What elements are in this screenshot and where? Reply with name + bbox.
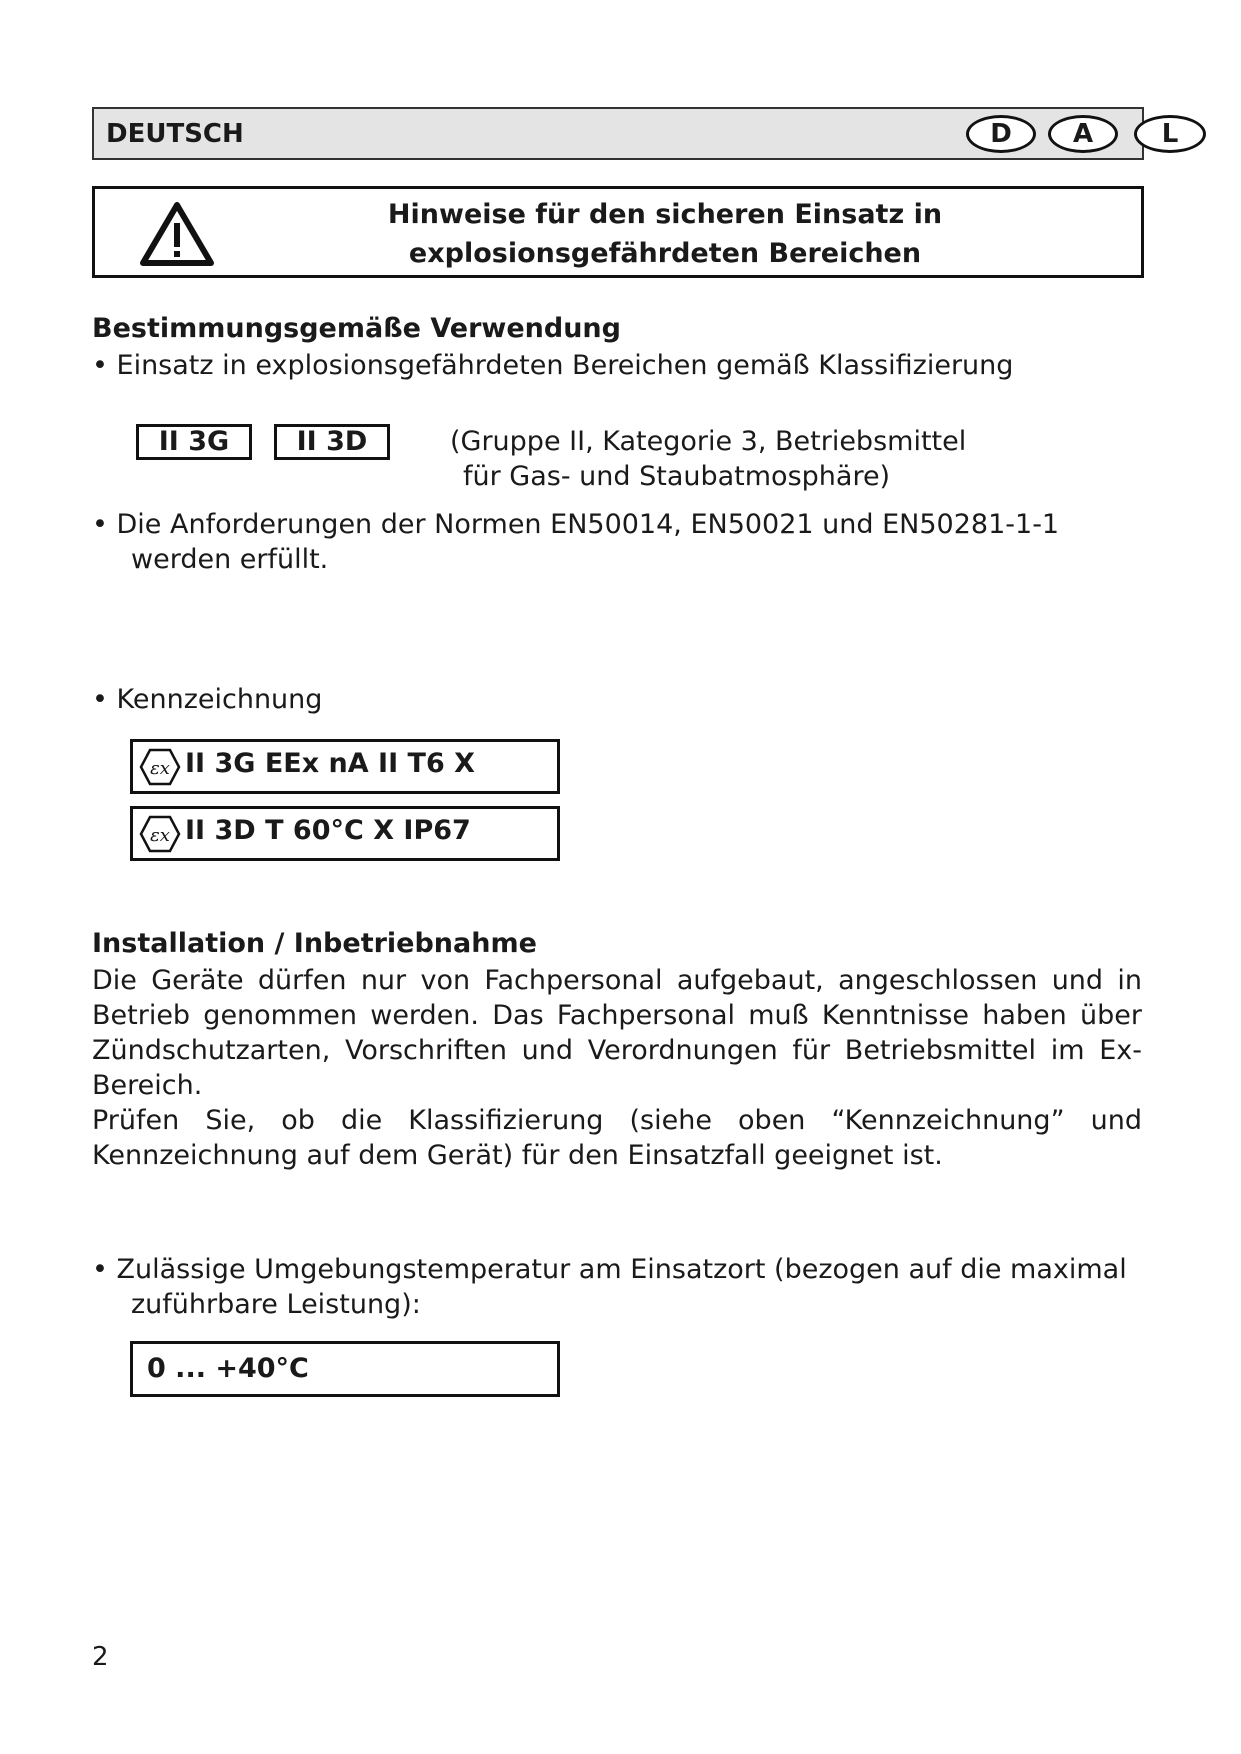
bullet-ambient-temperature: • Zulässige Umgebungstemperatur am Einsatzort (bezogen auf die maximal — [92, 1254, 1127, 1285]
country-code-a: A — [1048, 115, 1118, 153]
country-code-l: L — [1134, 115, 1206, 153]
svg-text:εx: εx — [150, 758, 170, 779]
warning-line-2: explosionsgefährdeten Bereichen — [408, 238, 922, 269]
country-code-d: D — [966, 115, 1036, 153]
marking-box-gas — [130, 739, 560, 794]
bullet-use-classification: • Einsatz in explosionsgefährdeten Bereichen gemäß Klassifizierung — [92, 350, 1014, 381]
ex-hexagon-icon — [139, 748, 181, 790]
warning-triangle-icon — [139, 201, 215, 271]
marking-label: • Kennzeichnung — [92, 684, 323, 715]
warning-line-1: Hinweise für den sicheren Einsatz in — [387, 199, 943, 230]
temperature-range: 0 ... +40°C — [147, 1353, 309, 1384]
marking-text-gas: II 3G EEx nA II T6 X — [185, 748, 475, 779]
category-box-ii-3g: II 3G — [136, 424, 252, 460]
bullet-ambient-temperature-cont: zuführbare Leistung): — [131, 1289, 421, 1320]
installation-paragraph-2: Prüfen Sie, ob die Klassifizierung (siehe oben “Kennzeichnung” und Kennzeichnung auf dem Gerät) für den Einsatzfall geeignet ist. — [92, 1105, 1142, 1171]
section-heading-use: Bestimmungsgemäße Verwendung — [92, 313, 621, 344]
svg-text:εx: εx — [150, 825, 170, 846]
category-note-line-1: (Gruppe II, Kategorie 3, Betriebsmittel — [450, 426, 967, 457]
temperature-range-box — [130, 1341, 560, 1397]
ex-hexagon-icon — [139, 815, 181, 857]
safety-warning-box — [92, 186, 1144, 278]
warning-title — [315, 195, 1015, 273]
category-note-line-2: für Gas- und Staubatmosphäre) — [463, 461, 891, 492]
bullet-standards: • Die Anforderungen der Normen EN50014, EN50021 und EN50281-1-1 — [92, 509, 1060, 540]
section-heading-installation: Installation / Inbetriebnahme — [92, 928, 537, 959]
language-header-bar — [92, 107, 1179, 160]
marking-box-dust — [130, 806, 560, 861]
installation-paragraph-1: Die Geräte dürfen nur von Fachpersonal aufgebaut, angeschlossen und in Betrieb genommen werden. Das Fachpersonal muß Kenntnisse haben über Zündschutzarten, Vorschriften und Verordnungen für Betriebsmittel im Ex-Bereich. — [92, 965, 1142, 1101]
page-number: 2 — [92, 1642, 109, 1672]
marking-text-dust: II 3D T 60°C X IP67 — [185, 815, 471, 846]
bullet-standards-cont: werden erfüllt. — [131, 544, 329, 575]
language-title: DEUTSCH — [106, 119, 244, 149]
category-box-ii-3d: II 3D — [274, 424, 390, 460]
